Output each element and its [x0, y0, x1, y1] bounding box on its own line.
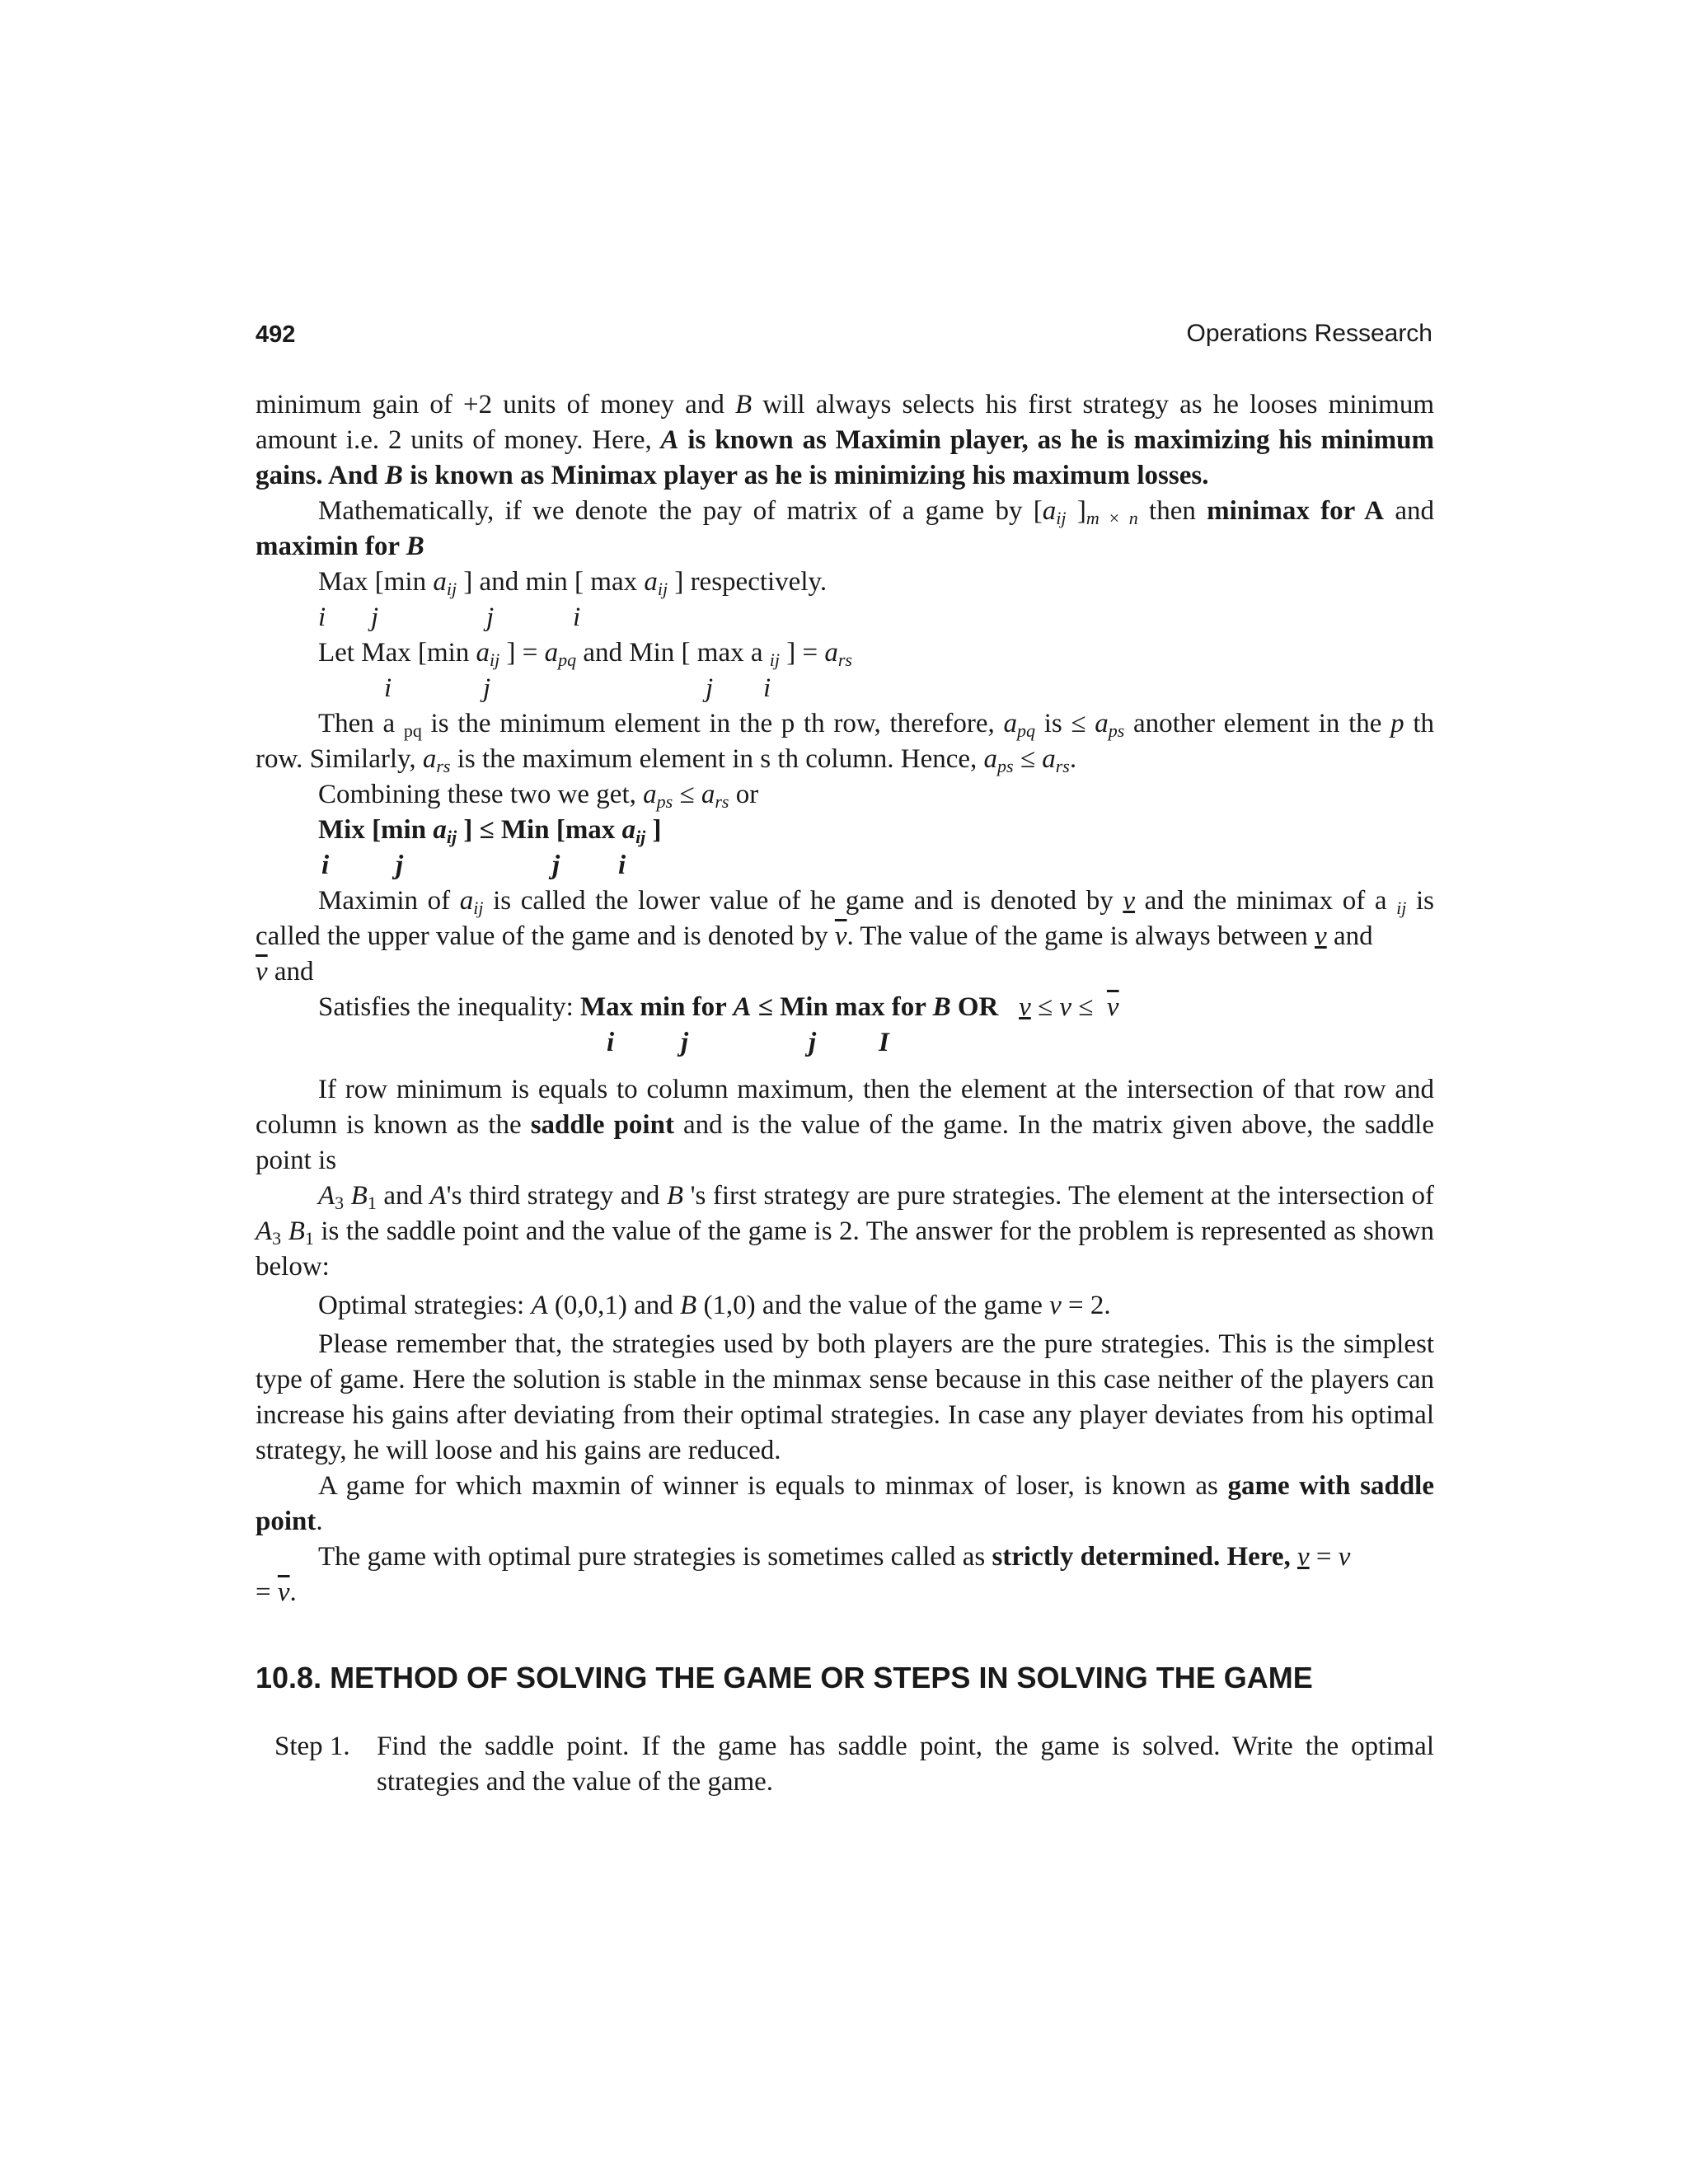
- paragraph-2: Mathematically, if we denote the pay of matrix of a game by [$a_{ij}$ ]$_{m \times n}$ then minimax for A and maximin for B: [256, 496, 1434, 561]
- paragraph-8: $A_3$ $B_1$ and A's third strategy and B 's first strategy are pure strategies. The element at the intersection of $A_3$ $B_1$ is the saddle point and the value of the game is 2. The answer for the problem is represented as shown below:: [256, 1181, 1435, 1282]
- paragraph-3: Then a $_{pq}$ is the minimum element in the p th row, therefore, $a_{pq}$ is ≤ $a_{ps}$ another element in the p th row. Similarly, $a_{rs}$ is the maximum element in s th column. Hence, $a_{ps} \le a_{rs}$.: [256, 709, 1435, 776]
- step-label: Step 1.: [274, 1732, 350, 1761]
- equation-3: Mix [min $a_{ij}$ ] ≤ Min [max $a_{ij}$ ]: [318, 815, 662, 847]
- paragraph-12: The game with optimal pure strategies is sometimes called as strictly determined. Here, v = v = $\overline{v}$.: [256, 1542, 1351, 1607]
- paragraph-4: Combining these two we get, $a_{ps} \le a_{rs}$ or: [318, 780, 759, 812]
- paragraph-9: Optimal strategies: A (0,0,1) and B (1,0) and the value of the game v = 2.: [318, 1291, 1111, 1320]
- equation-1: Max [min $a_{ij}$ ] and min [ $\max a_{ij}$ ] respectively.: [318, 567, 828, 599]
- paragraph-5: Maximin of $a_{ij}$ is called the lower value of he game and is denoted by v and the minimax of a $_{ij}$ is called the upper value of the game and is denoted by $\overline{v}$. The value of the game is always between v and $\overline{v}$ and: [256, 886, 1435, 987]
- index-row-1: i j j i: [318, 602, 581, 632]
- index-row-4: i j j I: [607, 1028, 889, 1057]
- index-row-3: i j j i: [321, 851, 626, 880]
- section-heading: 10.8. METHOD OF SOLVING THE GAME OR STEPS IN SOLVING THE GAME: [256, 1661, 1313, 1694]
- index-row-2: i j j i: [384, 673, 771, 703]
- body-text: [256, 387, 1434, 1610]
- paragraph-7: If row minimum is equals to column maximum, then the element at the intersection of that row and column is known as the saddle point and is the value of the game. In the matrix given above, the saddle point is: [256, 1075, 1434, 1175]
- step-1: [274, 1729, 1434, 1800]
- running-head: Operations Ressearch: [1186, 320, 1432, 347]
- paragraph-11: A game for which maxmin of winner is equals to minmax of loser, is known as game with saddle point.: [256, 1471, 1434, 1536]
- paragraph-6: Satisfies the inequality: Max min for A ≤ Min max for B OR $v \le v \le \overline{v}$: [318, 992, 1119, 1022]
- page-number: 492: [256, 321, 296, 348]
- paragraph-1: minimum gain of +2 units of money and B will always selects his first strategy as he looses minimum amount i.e. 2 units of money. Here, A is known as Maximin player, as he is maximizing his minimum gains. And B is known as Minimax player as he is minimizing his maximum losses.: [256, 390, 1434, 490]
- paragraph-10: Please remember that, the strategies used by both players are the pure strategies. This is the simplest type of game. Here the solution is stable in the minmax sense because in this case neither of the players can increase his gains after deviating from their optimal strategies. In case any player deviates from his optimal strategy, he will loose and his gains are reduced.: [256, 1329, 1434, 1465]
- step-text: Find the saddle point. If the game has saddle point, the game is solved. Write the optimal strategies and the value of the game.: [377, 1732, 1434, 1797]
- equation-2: Let Max [min $a_{ij}$ ] = $a_{pq}$ and Min [ max a $_{ij}$ ] = $a_{rs}$: [318, 638, 852, 670]
